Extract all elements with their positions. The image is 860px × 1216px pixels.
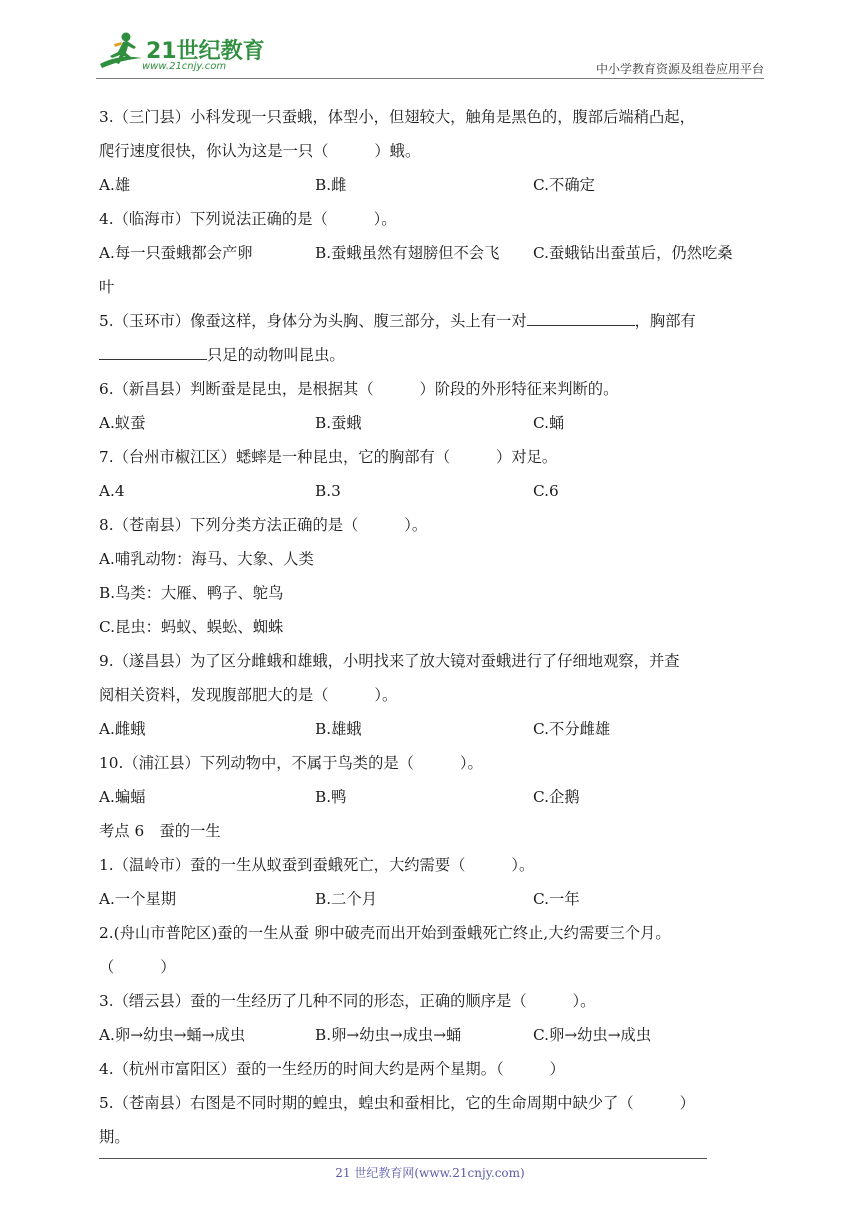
question-5-text-b: ，胸部有 — [634, 312, 696, 330]
option-c: C.企鹅 — [533, 788, 580, 806]
section-question-3-options — [99, 1018, 765, 1052]
question-9-line-2: 阅相关资料，发现腹部肥大的是（ ）。 — [99, 686, 398, 704]
option-b: B.雄蛾 — [315, 720, 362, 738]
option-b: B.蚕蛾 — [315, 414, 362, 432]
option-c: C.不确定 — [533, 176, 595, 194]
section-question-1-line-1: 1.（温岭市）蚕的一生从蚁蚕到蚕蛾死亡，大约需要（ ）。 — [99, 856, 535, 874]
section-question-5-line-2: 期。 — [99, 1128, 130, 1146]
header-divider — [96, 78, 764, 79]
question-5-line-2 — [99, 338, 765, 372]
option-a: A.蝙蝠 — [99, 788, 146, 806]
question-5-text-a: 5.（玉环市）像蚕这样，身体分为头胸、腹三部分，头上有一对 — [99, 312, 527, 330]
runner-logo-icon — [96, 30, 146, 74]
option-b: B.3 — [315, 482, 341, 500]
site-logo — [96, 30, 266, 76]
option-c: C.卵→幼虫→成虫 — [533, 1026, 652, 1044]
question-8-line-1: 8.（苍南县）下列分类方法正确的是（ ）。 — [99, 516, 428, 534]
answer-blank[interactable] — [527, 307, 635, 326]
option-b: B.鸟类：大雁、鸭子、鸵鸟 — [99, 584, 284, 602]
question-3-line-2: 爬行速度很快，你认为这是一只（ ）蛾。 — [99, 142, 421, 160]
question-10-options — [99, 780, 765, 814]
question-content — [99, 100, 765, 1154]
option-a: A.4 — [99, 482, 125, 500]
option-b: B.鸭 — [315, 788, 347, 806]
question-6-options — [99, 406, 765, 440]
question-3-line-1: 3.（三门县）小科发现一只蚕蛾，体型小，但翅较大，触角是黑色的，腹部后端稍凸起， — [99, 108, 695, 126]
option-c: C.昆虫：蚂蚁、蜈蚣、蜘蛛 — [99, 618, 284, 636]
footer-divider — [99, 1158, 707, 1159]
question-3-options — [99, 168, 765, 202]
option-b: B.蚕蛾虽然有翅膀但不会飞 — [315, 244, 500, 262]
question-4-option-c-wrap: 叶 — [99, 278, 115, 296]
question-5-line-1 — [99, 304, 765, 338]
section-question-2-line-2: （ ） — [99, 958, 176, 976]
page-footer: 21 世纪教育网(www.21cnjy.com) — [335, 1166, 525, 1180]
question-7-options — [99, 474, 765, 508]
option-c: C.6 — [533, 482, 559, 500]
answer-blank[interactable] — [99, 341, 207, 360]
option-a: A.卵→幼虫→蛹→成虫 — [99, 1026, 246, 1044]
option-a: A.雄 — [99, 176, 131, 194]
option-b: B.雌 — [315, 176, 347, 194]
option-b: B.卵→幼虫→成虫→蛹 — [315, 1026, 462, 1044]
section-question-2-line-1: 2.(舟山市普陀区)蚕的一生从蚕 卵中破壳而出开始到蚕蛾死亡终止,大约需要三个月。 — [99, 924, 671, 942]
platform-text: 中小学教育资源及组卷应用平台 — [595, 62, 764, 76]
section-question-1-options — [99, 882, 765, 916]
option-c: C.不分雌雄 — [533, 720, 611, 738]
section-title: 考点 6 蚕的一生 — [99, 822, 221, 840]
option-a: A.雌蛾 — [99, 720, 146, 738]
logo-url: www.21cnjy.com — [142, 61, 227, 72]
question-10-line-1: 10.（浦江县）下列动物中，不属于鸟类的是（ ）。 — [99, 754, 483, 772]
question-6-line-1: 6.（新昌县）判断蚕是昆虫，是根据其（ ）阶段的外形特征来判断的。 — [99, 380, 619, 398]
option-c: C.蚕蛾钻出蚕茧后，仍然吃桑 — [533, 244, 733, 262]
page-header — [96, 30, 764, 78]
option-a: A.哺乳动物：海马、大象、人类 — [99, 550, 314, 568]
option-c: C.蛹 — [533, 414, 565, 432]
option-c: C.一年 — [533, 890, 580, 908]
question-5-text-c: 只足的动物叫昆虫。 — [207, 346, 345, 364]
question-9-options — [99, 712, 765, 746]
question-4-options — [99, 236, 765, 270]
question-9-line-1: 9.（遂昌县）为了区分雌蛾和雄蛾，小明找来了放大镜对蚕蛾进行了仔细地观察，并查 — [99, 652, 680, 670]
option-b: B.二个月 — [315, 890, 377, 908]
section-question-3-line-1: 3.（缙云县）蚕的一生经历了几种不同的形态，正确的顺序是（ ）。 — [99, 992, 596, 1010]
question-7-line-1: 7.（台州市椒江区）蟋蟀是一种昆虫，它的胸部有（ ）对足。 — [99, 448, 558, 466]
section-question-4-line-1: 4.（杭州市富阳区）蚕的一生经历的时间大约是两个星期。（ ） — [99, 1060, 565, 1078]
section-question-5-line-1: 5.（苍南县）右图是不同时期的蝗虫，蝗虫和蚕相比，它的生命周期中缺少了（ ） — [99, 1094, 695, 1112]
option-a: A.一个星期 — [99, 890, 177, 908]
question-4-line-1: 4.（临海市）下列说法正确的是（ ）。 — [99, 210, 397, 228]
logo-text: 21世纪教育 — [146, 39, 265, 64]
option-a: A.每一只蚕蛾都会产卵 — [99, 244, 253, 262]
option-a: A.蚁蚕 — [99, 414, 146, 432]
